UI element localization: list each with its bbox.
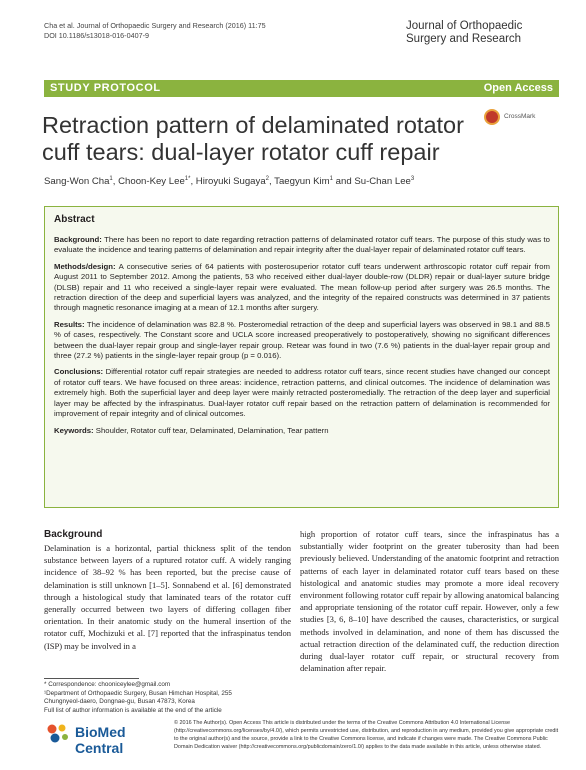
biomed-central-logo — [44, 721, 164, 756]
section-label: Background: — [54, 235, 102, 244]
footnote-divider — [44, 678, 139, 679]
full-list-note: Full list of author information is available at the end of the article — [44, 706, 222, 714]
abstract-background — [54, 235, 550, 256]
section-label: Results: — [54, 319, 85, 329]
author-affiliation-marker: 1* — [184, 176, 191, 182]
crossmark-badge[interactable] — [480, 107, 558, 131]
author-affiliation-marker: 1 — [109, 176, 113, 182]
author-name: Choon-Key Lee — [118, 176, 185, 188]
author-name: Su-Chan Lee — [354, 176, 411, 188]
journal-name — [406, 20, 556, 46]
section-label: Methods/design: — [54, 261, 116, 271]
correspondence-note[interactable]: * Correspondence: chooniceylee@gmail.com — [44, 681, 171, 688]
abstract-body — [54, 235, 550, 442]
affiliation-note: ¹Department of Orthopaedic Surgery, Busan Himchan Hospital, 255 — [44, 689, 232, 697]
abstract-conclusions — [54, 367, 550, 419]
citation-line: Cha et al. Journal of Orthopaedic Surgery and Research (2016) 11:75 — [44, 21, 266, 30]
open-access-label: Open Access — [483, 82, 553, 94]
article-title: Retraction pattern of delaminated rotator cuff tears: dual-layer rotator cuff repair — [42, 112, 464, 165]
section-label: Conclusions: — [54, 367, 104, 377]
section-text: Shoulder, Rotator cuff tear, Delaminated, Delamination, Tear pattern — [93, 425, 329, 435]
section-text: There has been no report to date regarding retraction patterns of delaminated rotator cuff tears. The purpose of this study was to evaluate the incidence and tearing patterns of delamination and repair integrity after the dual-layer repair of delaminated rotator cuff tears. — [54, 235, 550, 255]
section-label: Keywords: — [54, 425, 94, 435]
section-text: The incidence of delamination was 82.8 %. Posteromedial retraction of the deep and superficial layers was observed in 98.1 and 88.5 % of cases, respectively. The Constant score and UCLA score increased preoperatively to postoperatively, showing no significant differences between the dual-layer repair group and single-layer repair group. Retear was found in two (7.6 %) patients in the dual-layer repair group and three (27.2 %) patients in the single-layer repair group (p = 0.016). — [54, 319, 550, 361]
license-statement: © 2016 The Author(s). Open Access This article is distributed under the terms of the Creative Commons Attribution 4.0 International License (http://creativecommons.org/licenses/by/4.0/), which permits unrestricted use, distribution, and reproduction in any medium, provided you give appropriate credit to the original author(s) and the source, provide a link to the Creative Commons license, and indicate if changes were made. The Creative Commons Public Domain Dedication waiver (http://creativecommons.org/publicdomain/zero/1.0/) applies to the data made available in this article, unless otherwise stated. — [174, 720, 559, 750]
author-name: Hiroyuki Sugaya — [195, 176, 266, 188]
body-column-right — [300, 528, 559, 674]
footnotes — [44, 681, 294, 715]
abstract-methods — [54, 262, 550, 314]
abstract-heading: Abstract — [54, 214, 95, 225]
citation-header — [44, 21, 266, 40]
article-type-banner — [44, 80, 559, 97]
abstract-keywords — [54, 426, 550, 436]
journal-name-line2: Surgery and Research — [406, 33, 522, 45]
article-type-label: STUDY PROTOCOL — [50, 82, 161, 94]
journal-name-line1: Journal of Orthopaedic — [406, 20, 523, 32]
paragraph: Delamination is a horizontal, partial thickness split of the tendon substance between layers of a ruptured rotator cuff. A widely ranging incidence of 38–92 % has been reported, but the precise cause of delamination is still unknown [1–5]. Sonnabend et al. [6] demonstrated through a histological study that laminated tears of the rotator cuff generally occurred between two layers of differing collagen fiber orientation. In their anatomic study on the humeral insertion of the rotator cuff, Mochizuki et al. [7] reported that the infraspinatus tendon (ISP) may be involved in a — [44, 543, 291, 651]
author-affiliation-marker: 2 — [265, 176, 269, 182]
author-affiliation-marker: 1 — [329, 176, 333, 182]
biomed-central-icon — [44, 721, 72, 745]
author-name: Sang-Won Cha — [44, 176, 110, 188]
author-name: Taegyun Kim — [274, 176, 330, 188]
background-heading: Background — [44, 529, 103, 540]
section-text: Differential rotator cuff repair strategies are needed to address rotator cuff tears, since recent studies have changed our concept of rotator cuff tears. We have focused on three areas: incidence, retraction patterns, and clinical outcomes. The incidence of delamination was extremely high. Both the superficial layer and deep layer were mainly retracted posteromedially. The retraction of the deep layer and superficial layer may be affected by the infraspinatus. Dual-layer rotator cuff repair based on the retraction pattern of delamination is recommended for improvement of repair integrity and of clinical outcomes. — [54, 367, 550, 419]
abstract-results — [54, 320, 550, 362]
publisher-name: BioMed Central — [75, 724, 126, 756]
section-text: A consecutive series of 64 patients with posterosuperior rotator cuff tears underwent arthroscopic rotator cuff repair from August 2011 to September 2012. Among the patients, 53 who received either dual-layer double-row (DLDR) repair or dual-layer suture bridge (DLSB) repair and 11 who received a single-layer repair were evaluated. The mean follow-up period after surgery was 26.5 months. The retraction direction of the deep and superficial layers was analyzed, and the integrity of the repaired constructs was determined in 37 patients through magnetic resonance imaging at a mean of 12.1 months after surgery. — [54, 261, 550, 313]
doi-line[interactable]: DOI 10.1186/s13018-016-0407-9 — [44, 30, 149, 40]
body-column-left — [44, 542, 291, 652]
crossmark-label: CrossMark — [504, 113, 536, 120]
author-affiliation-marker: 3 — [410, 176, 415, 182]
affiliation-note: Chungnyeol-daero, Dongnae-gu, Busan 47873, Korea — [44, 698, 195, 705]
crossmark-icon — [484, 109, 500, 125]
paragraph: high proportion of rotator cuff tears, since the infraspinatus has a substantially wider footprint on the greater tuberosity than had been previously believed. Understanding of the anatomic footprint and retraction patterns of each layer in delaminated rotator cuff tears based on these histological and anatomic studies may promote a more ideal recovery environment following rotator cuff repair by allowing anatomical balancing and appropriate tensioning of the rotator cuff repair. However, only a few studies [3, 6, 8–10] have described the causes, characteristics, or surgical methods involved in delamination, and none of them has discussed the actual retraction direction of the delaminated cuff, the reduction direction during dual-layer rotator cuff repair, or structural recovery from delamination after repair. — [300, 529, 560, 674]
author-list: Sang-Won Cha$^1$, Choon-Key Lee$^{1*}$, Hiroyuki Sugaya$^2$, Taegyun Kim$^1$ and Su-Chan Lee$^3$ — [44, 176, 415, 188]
